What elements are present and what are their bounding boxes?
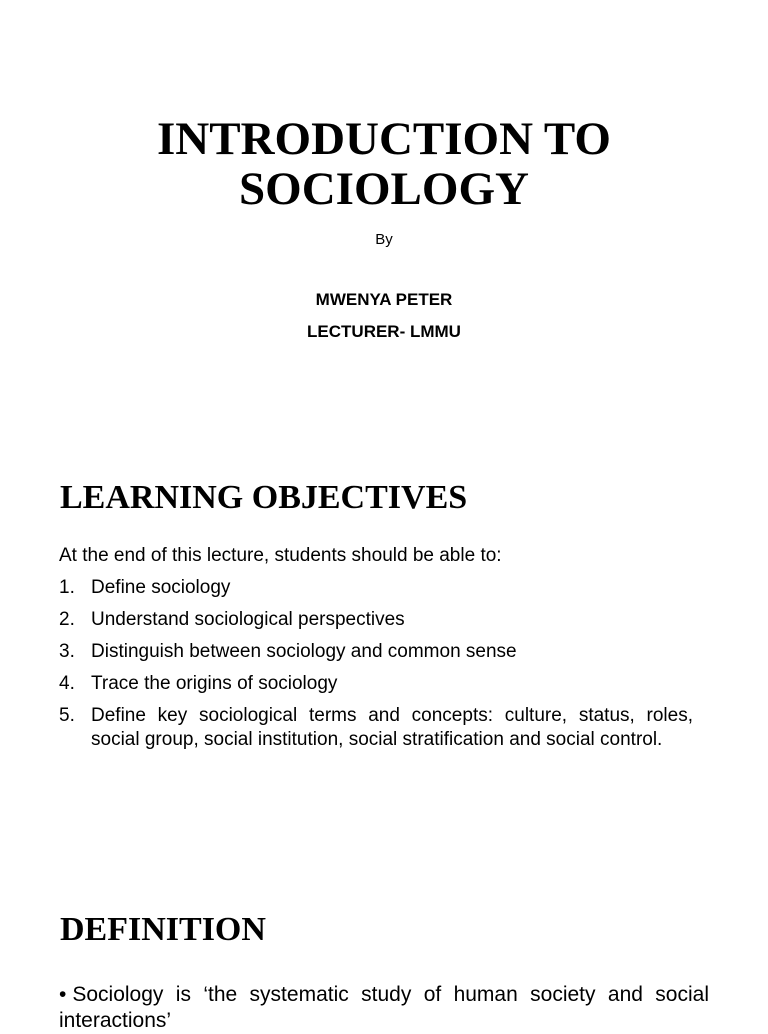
objectives-list [59,576,693,760]
objective-number: 4. [59,673,75,694]
definition-body-text: Sociology is ‘the systematic study of human society and social interactions’ [59,983,709,1032]
objective-text: Define key sociological terms and concepts: culture, status, roles, social group, social institution, social stratification and social control. [91,705,693,750]
definition-text [59,982,709,1034]
objective-number: 2. [59,609,75,630]
objective-text: Define sociology [91,577,231,598]
definition-slide [0,860,768,1032]
title-line-1: INTRODUCTION TO [156,113,611,165]
objective-item [59,576,693,600]
objective-text: Trace the origins of sociology [91,673,338,694]
objectives-intro: At the end of this lecture, students should be able to: [59,545,502,566]
objective-number: 5. [59,705,75,726]
objective-item [59,608,693,632]
by-label: By [375,231,393,248]
author-role: LECTURER- LMMU [307,322,461,341]
objective-number: 3. [59,641,75,662]
title-line-2: SOCIOLOGY [239,163,529,215]
objective-text: Understand sociological perspectives [91,609,405,630]
objective-item [59,704,693,752]
presentation-title [0,114,768,214]
definition-heading: DEFINITION [60,911,266,948]
objectives-heading: LEARNING OBJECTIVES [60,479,468,516]
title-slide [0,0,768,420]
objective-text: Distinguish between sociology and common sense [91,641,517,662]
objective-item [59,640,693,664]
objective-item [59,672,693,696]
objective-number: 1. [59,577,75,598]
author-name: MWENYA PETER [315,290,453,309]
objectives-slide [0,420,768,860]
bullet-icon: • [59,983,67,1006]
